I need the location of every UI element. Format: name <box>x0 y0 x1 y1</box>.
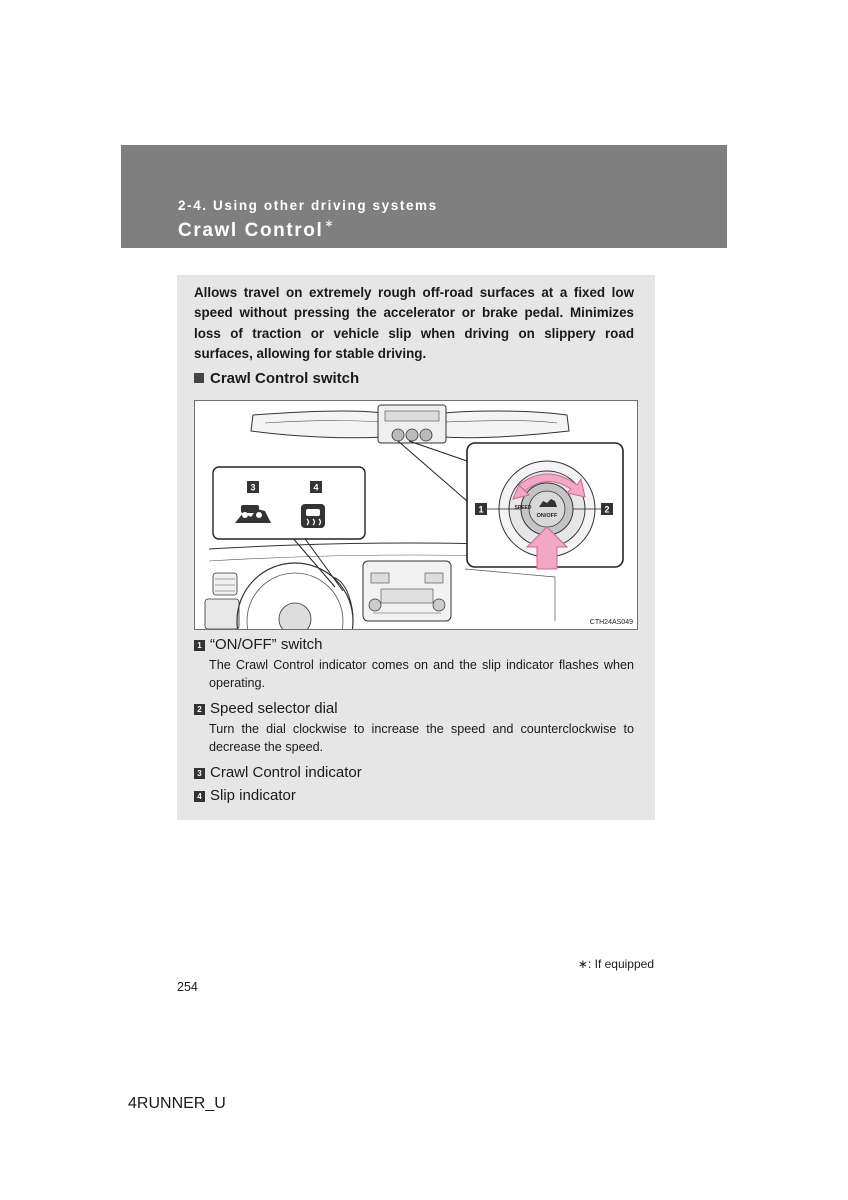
page-title-text: Crawl Control <box>178 220 324 241</box>
subsection-title: Crawl Control switch <box>210 370 360 387</box>
dashboard-drawing <box>195 401 638 630</box>
item-number-badge: 2 <box>194 704 205 715</box>
item-title: Slip indicator <box>210 787 296 804</box>
content-panel <box>177 275 655 820</box>
callout-4: 4 <box>313 482 319 493</box>
item-slip-indicator <box>194 787 296 804</box>
slip-indicator-icon <box>301 504 325 528</box>
section-label: 2-4. Using other driving systems <box>178 198 438 213</box>
crawl-control-illustration <box>194 400 638 630</box>
figure-code: CTH24AS049 <box>589 619 633 626</box>
square-bullet-icon <box>194 373 204 383</box>
section-header-band <box>121 145 727 248</box>
subsection-heading <box>194 370 359 387</box>
item-title: Speed selector dial <box>210 700 338 717</box>
item-onoff-switch <box>194 636 323 653</box>
callout-2: 2 <box>604 504 610 515</box>
footer-model-code: 4RUNNER_U <box>128 1095 226 1112</box>
intro-paragraph: Allows travel on extremely rough off-road surfaces at a fixed low speed without pressing the accelerator or brake pedal. Minimizes loss of traction or vehicle slip when driving on slippery road surfaces, allowing for stable driving. <box>194 285 634 361</box>
item-title: “ON/OFF” switch <box>210 636 323 653</box>
if-equipped-mark: ∗ <box>324 218 334 230</box>
footnote: ∗: If equipped <box>577 957 654 971</box>
item-title: Crawl Control indicator <box>210 764 362 781</box>
page-title <box>178 217 334 242</box>
item-number-badge: 1 <box>194 640 205 651</box>
dial-speed-label: SPEED <box>514 505 532 511</box>
dial-onoff-label: ON/OFF <box>536 513 558 519</box>
item-description: The Crawl Control indicator comes on and the slip indicator flashes when operating. <box>209 658 634 690</box>
item-number-badge: 4 <box>194 791 205 802</box>
item-number-badge: 3 <box>194 768 205 779</box>
callout-3: 3 <box>250 482 256 493</box>
callout-1: 1 <box>478 504 484 515</box>
item-crawl-control-indicator <box>194 764 362 781</box>
page-number: 254 <box>177 980 198 994</box>
item-description: Turn the dial clockwise to increase the speed and counterclockwise to decrease the speed. <box>209 722 634 754</box>
item-speed-selector-dial <box>194 700 338 717</box>
